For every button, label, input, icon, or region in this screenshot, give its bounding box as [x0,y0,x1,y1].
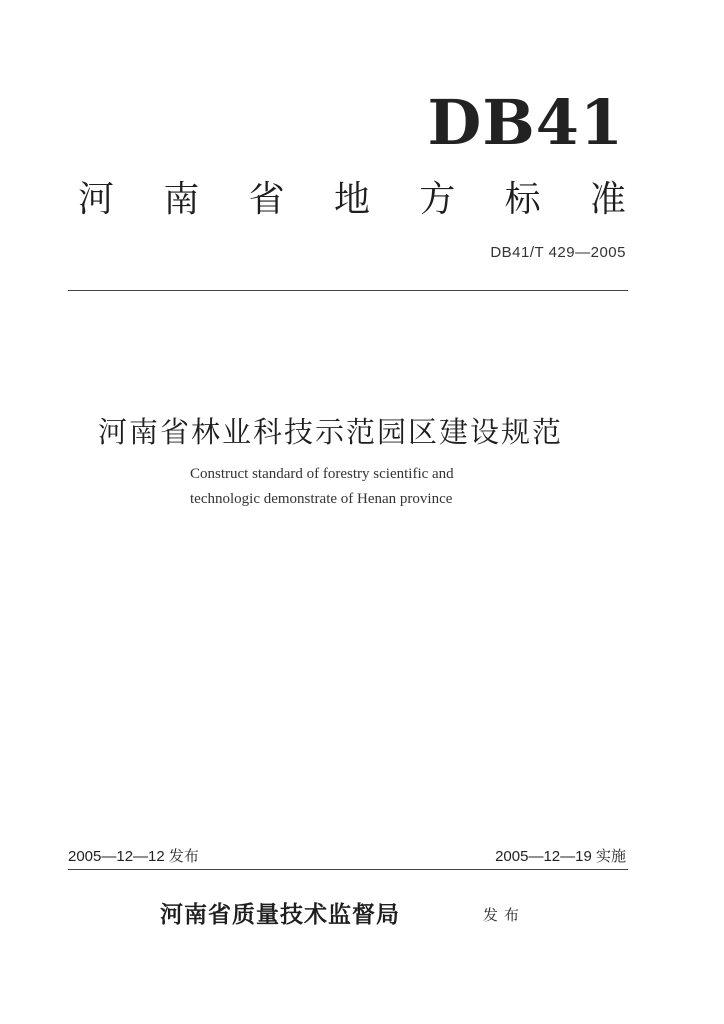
title-chinese: 河南省林业科技示范园区建设规范 [98,415,564,449]
type-char: 河 [78,179,115,220]
top-divider [68,290,628,291]
title-english-line-2: technologic demonstrate of Henan province [190,491,453,507]
standard-number: DB41/T 429—2005 [490,244,626,261]
issuing-authority: 河南省质量技术监督局 [160,901,400,928]
bottom-divider [68,869,628,870]
issue-date: 2005—12—12 发布 [68,848,199,865]
issuer-suffix: 发布 [483,906,526,924]
type-char: 方 [419,179,456,220]
type-char: 南 [163,179,200,220]
implementation-date: 2005—12—19 实施 [495,848,626,865]
title-english [190,462,454,512]
type-char: 地 [333,179,370,220]
title-english-line-1: Construct standard of forestry scientific and [190,466,454,482]
type-char: 省 [248,179,285,220]
standard-type-heading [78,179,626,220]
type-char: 标 [504,179,541,220]
standard-code-mark: DB41 [427,86,624,159]
type-char: 准 [589,179,626,220]
